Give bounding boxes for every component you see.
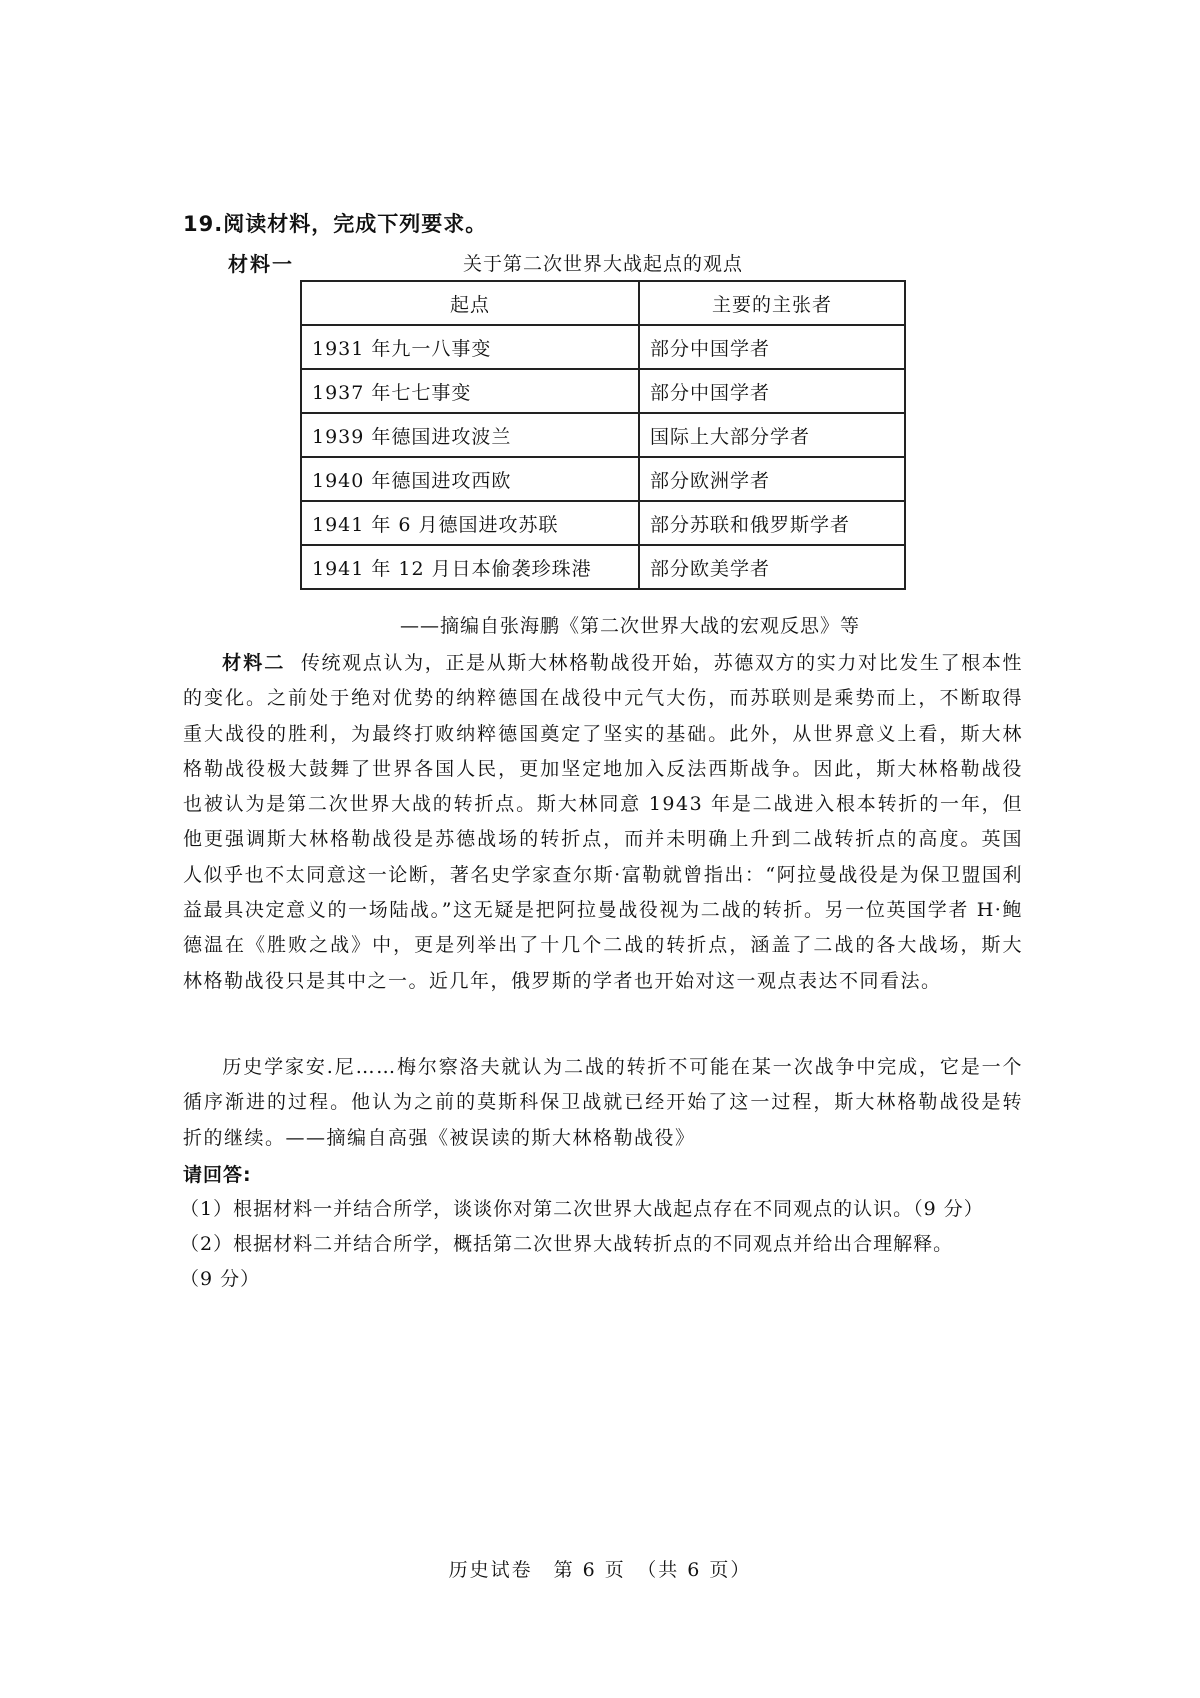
- material2-label: 材料二: [222, 652, 286, 674]
- proponent-cell: 部分欧洲学者: [639, 457, 905, 501]
- question-list: [180, 1192, 1030, 1297]
- start-point-cell: 1939 年德国进攻波兰: [301, 413, 639, 457]
- question-2-score: （9 分）: [180, 1268, 261, 1290]
- start-point-cell: 1937 年七七事变: [301, 369, 639, 413]
- table-row: [301, 457, 905, 501]
- header-start-point: 起点: [301, 281, 639, 325]
- table-row: [301, 369, 905, 413]
- table-row: [301, 545, 905, 589]
- start-point-cell: 1931 年九一八事变: [301, 325, 639, 369]
- material2-paragraph-1: [183, 646, 1023, 999]
- start-point-cell: 1941 年 12 月日本偷袭珍珠港: [301, 545, 639, 589]
- material2-paragraph-2: [183, 1050, 1023, 1156]
- page-footer: 历史试卷 第 6 页 （共 6 页）: [448, 1559, 752, 1581]
- proponent-cell: 部分中国学者: [639, 369, 905, 413]
- table-header-row: [301, 281, 905, 325]
- material1-source: ——摘编自张海鹏《第二次世界大战的宏观反思》等: [399, 615, 860, 637]
- proponent-cell: 部分苏联和俄罗斯学者: [639, 501, 905, 545]
- header-proponents: 主要的主张者: [639, 281, 905, 325]
- start-point-cell: 1941 年 6 月德国进攻苏联: [301, 501, 639, 545]
- viewpoints-table: [300, 280, 906, 590]
- proponent-cell: 部分中国学者: [639, 325, 905, 369]
- question-2: （2）根据材料二并结合所学，概括第二次世界大战转折点的不同观点并给出合理解释。: [180, 1233, 954, 1255]
- material1-label: 材料一: [228, 252, 294, 276]
- material2-text-1: 传统观点认为，正是从斯大林格勒战役开始，苏德双方的实力对比发生了根本性的变化。之前处于绝对优势的纳粹德国在战役中元气大伤，而苏联则是乘势而上，不断取得重大战役的胜利，为最终打败纳粹德国奠定了坚实的基础。此外，从世界意义上看，斯大林格勒战役极大鼓舞了世界各国人民，更加坚定地加入反法西斯战争。因此，斯大林格勒战役也被认为是第二次世界大战的转折点。斯大林同意 1943 年是二战进入根本转折的一年，但他更强调斯大林格勒战役是苏德战场的转折点，而并未明确上升到二战转折点的高度。英国人似乎也不太同意这一论断，著名史学家查尔斯·富勒就曾指出：“阿拉曼战役是为保卫盟国利益最具决定意义的一场陆战。”这无疑是把阿拉曼战役视为二战的转折。另一位英国学者 H·鲍德温在《胜败之战》中，更是列举出了十几个二战的转折点，涵盖了二战的各大战场，斯大林格勒战役只是其中之一。近几年，俄罗斯的学者也开始对这一观点表达不同看法。: [183, 652, 1023, 992]
- question-title: 19.阅读材料，完成下列要求。: [183, 212, 488, 236]
- proponent-cell: 部分欧美学者: [639, 545, 905, 589]
- start-point-cell: 1940 年德国进攻西欧: [301, 457, 639, 501]
- proponent-cell: 国际上大部分学者: [639, 413, 905, 457]
- table-row: [301, 325, 905, 369]
- question-1: （1）根据材料一并结合所学，谈谈你对第二次世界大战起点存在不同观点的认识。（9 分）: [180, 1198, 984, 1220]
- answer-heading: 请回答:: [183, 1164, 252, 1186]
- material2-text-2: 历史学家安.尼……梅尔察洛夫就认为二战的转折不可能在某一次战争中完成，它是一个循序渐进的过程。他认为之前的莫斯科保卫战就已经开始了这一过程，斯大林格勒战役是转折的继续。——摘编自高强《被误读的斯大林格勒战役》: [183, 1056, 1023, 1149]
- table-row: [301, 413, 905, 457]
- table-row: [301, 501, 905, 545]
- table-caption: 关于第二次世界大战起点的观点: [462, 253, 743, 275]
